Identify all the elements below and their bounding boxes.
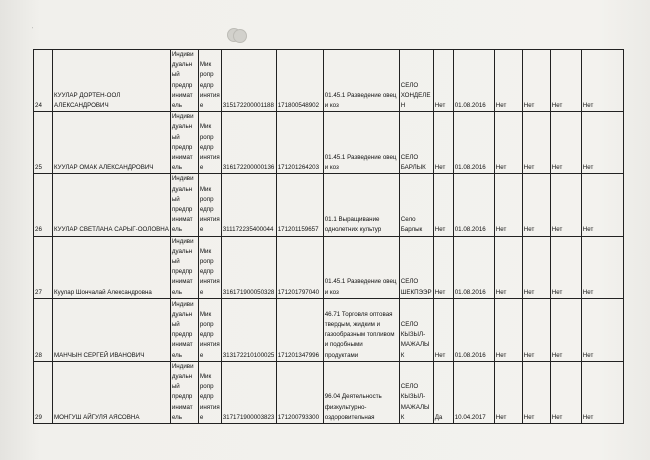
cell-line: Мик — [199, 123, 212, 131]
cell-line: ХОНДЕЛЕ — [400, 91, 431, 99]
cell-line: 01.1 Выращивание — [324, 216, 380, 224]
cell-line: Индиви — [171, 362, 194, 370]
cell-line: инятия — [199, 278, 220, 286]
punch-hole-right — [233, 29, 247, 43]
okved-activity — [323, 50, 399, 112]
cell-line: однолетних культур — [324, 226, 382, 234]
locality — [399, 112, 433, 174]
cell-line: ропр — [199, 383, 214, 391]
cell-line: ый — [171, 321, 180, 329]
entity-type — [170, 236, 198, 298]
flag-cell-3: Нет — [550, 236, 581, 298]
flag-cell-1: Нет — [494, 112, 522, 174]
cell-line: Индиви — [171, 175, 194, 183]
cell-line: СЕЛО — [400, 383, 419, 391]
entity-type — [170, 50, 198, 112]
flag-cell-3: Нет — [550, 361, 581, 423]
cell-line: Индиви — [171, 113, 194, 121]
inn-cell: 171800548902 — [276, 50, 323, 112]
locality — [399, 236, 433, 298]
row-number: 27 — [34, 236, 53, 298]
table-row — [34, 298, 624, 361]
flag-cell-1: Нет — [494, 361, 522, 423]
cell-line: 01.45.1 Разведение овец — [324, 154, 397, 162]
cell-line: СЕЛО — [400, 321, 419, 329]
flag-cell-3: Нет — [550, 50, 581, 112]
cell-line: предпр — [171, 393, 193, 401]
flag-cell-4: Нет — [581, 298, 623, 361]
row-number: 29 — [34, 361, 53, 423]
cell-line: ый — [171, 383, 180, 391]
inn-cell: 171201797040 — [276, 236, 323, 298]
cell-line: Мик — [199, 373, 212, 381]
cell-line: дуальн — [171, 61, 193, 69]
business-category — [198, 298, 221, 361]
cell-line: инятия — [199, 341, 220, 349]
locality — [399, 50, 433, 112]
cell-line: СЕЛО — [400, 154, 419, 162]
ogrn-cell: 313172210100025 — [221, 298, 276, 361]
cell-line: и коз — [324, 102, 339, 110]
cell-line: К — [400, 413, 405, 421]
cell-line: е — [199, 164, 204, 172]
cell-line: ель — [171, 351, 182, 359]
cell-line: предпр — [171, 81, 193, 89]
row-number: 26 — [34, 174, 53, 236]
scan-mark: ˙ — [32, 28, 34, 34]
row-number: 25 — [34, 112, 53, 174]
cell-line: Мик — [199, 247, 212, 255]
cell-line: продуктами — [324, 351, 359, 359]
cell-line: инимат — [171, 403, 193, 411]
cell-line: ый — [171, 71, 180, 79]
new-flag: Нет — [433, 174, 453, 236]
cell-line: ель — [171, 164, 182, 172]
cell-line: оздоровительная — [324, 413, 375, 421]
cell-line: КУУЛАР СВЕТЛАНА САРЫГ-ООЛОВНА — [54, 226, 169, 234]
flag-cell-1: Нет — [494, 236, 522, 298]
flag-cell-3: Нет — [550, 112, 581, 174]
cell-line: и подобными — [324, 341, 363, 349]
entity-type — [170, 174, 198, 236]
locality — [399, 298, 433, 361]
business-category — [198, 112, 221, 174]
flag-cell-4: Нет — [581, 50, 623, 112]
new-flag: Нет — [433, 236, 453, 298]
cell-line: инимат — [171, 154, 193, 162]
business-category — [198, 50, 221, 112]
entrepreneur-name — [53, 236, 171, 298]
cell-line: АЛЕКСАНДРОВИЧ — [54, 102, 109, 110]
registry-date: 01.08.2016 — [453, 236, 494, 298]
ogrn-cell: 311172235400044 — [221, 174, 276, 236]
new-flag: Да — [433, 361, 453, 423]
okved-activity — [323, 236, 399, 298]
cell-line: Н — [400, 102, 406, 110]
entrepreneur-name — [53, 112, 171, 174]
cell-line: МАЖАЛЫ — [400, 341, 430, 349]
cell-line: физкультурно- — [324, 403, 367, 411]
entrepreneur-name — [53, 50, 171, 112]
cell-line: КУУЛАР ДОРТЕН-ООЛ — [54, 91, 121, 99]
flag-cell-3: Нет — [550, 174, 581, 236]
flag-cell-2: Нет — [522, 174, 550, 236]
cell-line: ропр — [199, 321, 214, 329]
table-row — [34, 112, 624, 174]
business-category — [198, 174, 221, 236]
cell-line: едпр — [199, 268, 214, 276]
flag-cell-4: Нет — [581, 236, 623, 298]
row-number: 24 — [34, 50, 53, 112]
cell-line: едпр — [199, 143, 214, 151]
cell-line: е — [199, 288, 204, 296]
table-row — [34, 50, 624, 112]
ogrn-cell: 316171900050328 — [221, 236, 276, 298]
flag-cell-2: Нет — [522, 298, 550, 361]
cell-line: КУУЛАР ОМАК АЛЕКСАНДРОВИЧ — [54, 164, 154, 172]
ogrn-cell: 315172200001188 — [221, 50, 276, 112]
flag-cell-2: Нет — [522, 236, 550, 298]
table-row — [34, 174, 624, 236]
cell-line: СЕЛО — [400, 81, 419, 89]
cell-line: СЕЛО — [400, 278, 419, 286]
flag-cell-1: Нет — [494, 298, 522, 361]
cell-line: дуальн — [171, 123, 193, 131]
new-flag: Нет — [433, 50, 453, 112]
registry-date: 01.08.2016 — [453, 298, 494, 361]
cell-line: инятия — [199, 91, 220, 99]
cell-line: ый — [171, 258, 180, 266]
cell-line: Индиви — [171, 51, 194, 58]
cell-line: дуальн — [171, 373, 193, 381]
cell-line: твердым, жидким и — [324, 321, 381, 329]
entrepreneur-name — [53, 361, 171, 423]
cell-line: едпр — [199, 81, 214, 89]
okved-activity — [323, 174, 399, 236]
cell-line: Мик — [199, 310, 212, 318]
cell-line: едпр — [199, 331, 214, 339]
flag-cell-2: Нет — [522, 361, 550, 423]
cell-line: Село — [400, 216, 416, 224]
inn-cell: 171200793300 — [276, 361, 323, 423]
cell-line: ель — [171, 226, 182, 234]
cell-line: ШЕКПЭЭР — [400, 288, 432, 296]
cell-line: инятия — [199, 216, 220, 224]
entrepreneur-name — [53, 298, 171, 361]
cell-line: предпр — [171, 268, 193, 276]
new-flag: Нет — [433, 298, 453, 361]
ogrn-cell: 317171900003823 — [221, 361, 276, 423]
flag-cell-3: Нет — [550, 298, 581, 361]
flag-cell-4: Нет — [581, 361, 623, 423]
cell-line: ропр — [199, 133, 214, 141]
registry-table — [33, 49, 624, 424]
cell-line: Индиви — [171, 237, 194, 245]
inn-cell: 171201264203 — [276, 112, 323, 174]
cell-line: КЫЗЫЛ- — [400, 393, 426, 401]
flag-cell-1: Нет — [494, 174, 522, 236]
registry-date: 01.08.2016 — [453, 112, 494, 174]
entity-type — [170, 112, 198, 174]
cell-line: дуальн — [171, 310, 193, 318]
flag-cell-4: Нет — [581, 112, 623, 174]
cell-line: и коз — [324, 164, 339, 172]
cell-line: МОНГУШ АЙГУЛЯ АЯСОВНА — [54, 413, 140, 421]
cell-line: МАНЧЫН СЕРГЕЙ ИВАНОВИЧ — [54, 351, 145, 359]
flag-cell-2: Нет — [522, 112, 550, 174]
entity-type — [170, 298, 198, 361]
flag-cell-1: Нет — [494, 50, 522, 112]
table-row — [34, 236, 624, 298]
registry-date: 01.08.2016 — [453, 174, 494, 236]
cell-line: е — [199, 102, 204, 110]
ogrn-cell: 316172200000136 — [221, 112, 276, 174]
cell-line: предпр — [171, 331, 193, 339]
cell-line: ропр — [199, 258, 214, 266]
table-row — [34, 361, 624, 423]
business-category — [198, 236, 221, 298]
entrepreneur-name — [53, 174, 171, 236]
cell-line: едпр — [199, 206, 214, 214]
cell-line: инимат — [171, 278, 193, 286]
okved-activity — [323, 361, 399, 423]
cell-line: инимат — [171, 216, 193, 224]
cell-line: и коз — [324, 288, 339, 296]
registry-rows — [34, 50, 624, 424]
cell-line: ропр — [199, 195, 214, 203]
registry-date: 01.08.2016 — [453, 50, 494, 112]
cell-line: е — [199, 226, 204, 234]
cell-line: 01.45.1 Разведение овец — [324, 278, 397, 286]
cell-line: инимат — [171, 91, 193, 99]
cell-line: Мик — [199, 61, 212, 69]
registry-date: 10.04.2017 — [453, 361, 494, 423]
row-number: 28 — [34, 298, 53, 361]
cell-line: Индиви — [171, 300, 194, 308]
cell-line: е — [199, 351, 204, 359]
cell-line: БАРЛЫК — [400, 164, 426, 172]
cell-line: газообразным топливом — [324, 331, 395, 339]
locality — [399, 361, 433, 423]
cell-line: ый — [171, 133, 180, 141]
cell-line: ропр — [199, 71, 214, 79]
entity-type — [170, 361, 198, 423]
cell-line: ый — [171, 195, 180, 203]
new-flag: Нет — [433, 112, 453, 174]
cell-line: КЫЗЫЛ- — [400, 331, 426, 339]
okved-activity — [323, 298, 399, 361]
cell-line: дуальн — [171, 185, 193, 193]
cell-line: 46.71 Торговля оптовая — [324, 310, 393, 318]
cell-line: МАЖАЛЫ — [400, 403, 430, 411]
flag-cell-2: Нет — [522, 50, 550, 112]
cell-line: е — [199, 413, 204, 421]
cell-line: 96.04 Деятельность — [324, 393, 382, 401]
cell-line: 01.45.1 Разведение овец — [324, 91, 397, 99]
cell-line: К — [400, 351, 405, 359]
cell-line: ель — [171, 288, 182, 296]
cell-line: инятия — [199, 154, 220, 162]
locality — [399, 174, 433, 236]
cell-line: инимат — [171, 341, 193, 349]
cell-line: предпр — [171, 143, 193, 151]
cell-line: Барлык — [400, 226, 423, 234]
cell-line: едпр — [199, 393, 214, 401]
okved-activity — [323, 112, 399, 174]
cell-line: предпр — [171, 206, 193, 214]
flag-cell-4: Нет — [581, 174, 623, 236]
cell-line: Мик — [199, 185, 212, 193]
inn-cell: 171201347996 — [276, 298, 323, 361]
business-category — [198, 361, 221, 423]
cell-line: инятия — [199, 403, 220, 411]
cell-line: дуальн — [171, 247, 193, 255]
cell-line: ель — [171, 102, 182, 110]
cell-line: Куулар Шончалай Александровна — [54, 288, 152, 296]
inn-cell: 171201159657 — [276, 174, 323, 236]
cell-line: ель — [171, 413, 182, 421]
